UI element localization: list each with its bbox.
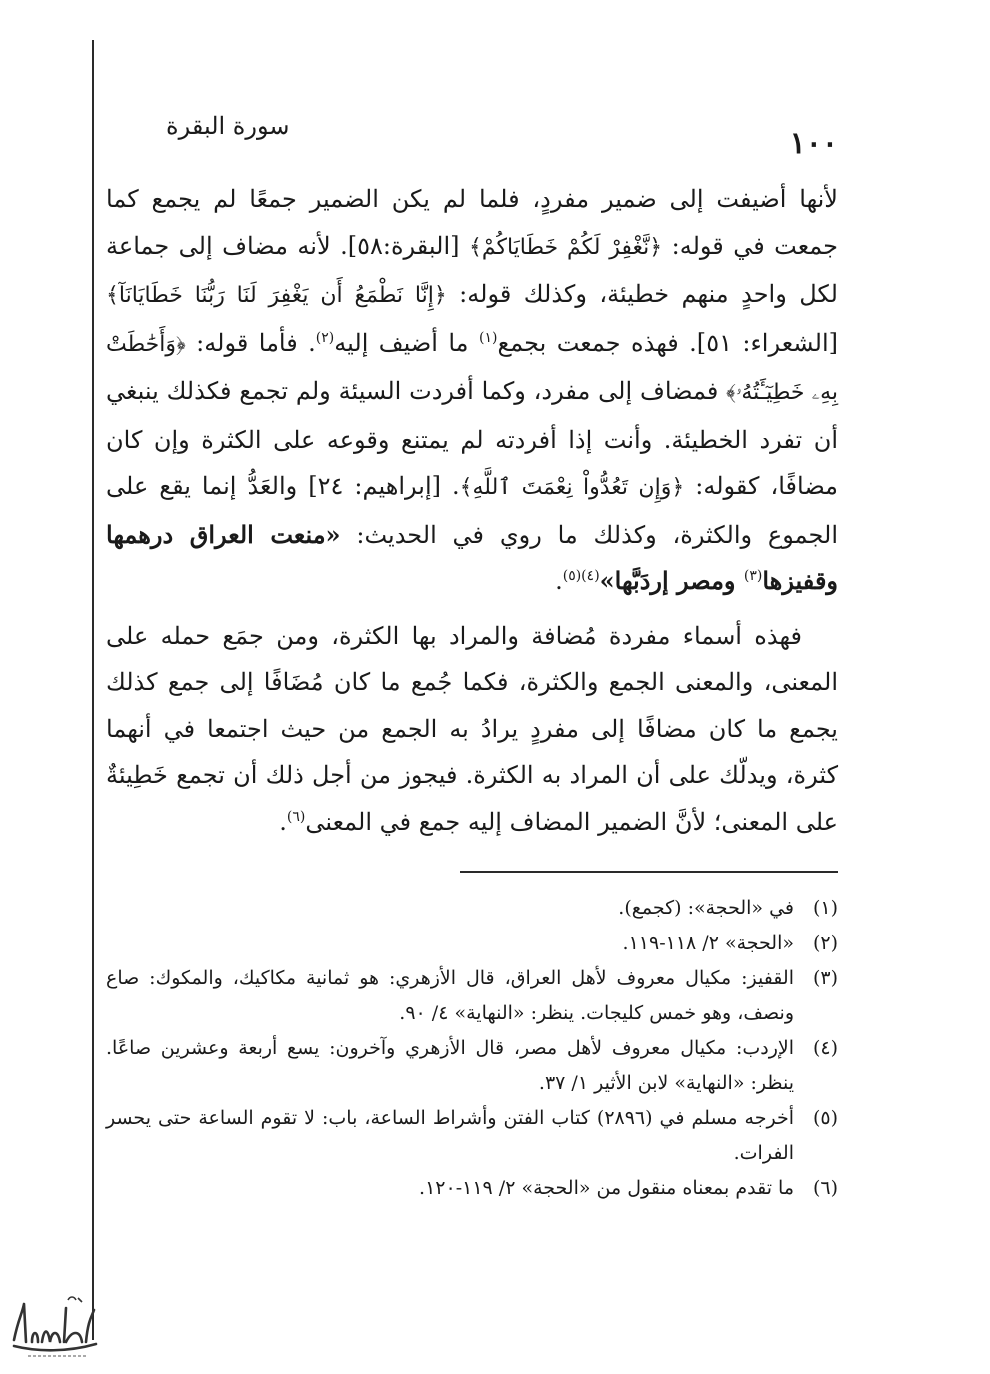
- footnote-number: (٣): [812, 967, 838, 989]
- footnote-item: [106, 891, 838, 926]
- running-title: سورة البقرة: [166, 112, 290, 140]
- main-text: [106, 176, 838, 845]
- footnote-item: [106, 961, 838, 1031]
- book-page: [106, 108, 838, 1206]
- paragraph-1: [106, 176, 838, 605]
- footnote-ref-4-5[interactable]: (٤)(٥): [562, 568, 600, 584]
- footnote-text: «الحجة» ٢/ ١١٨-١١٩.: [622, 932, 794, 954]
- text-run: فمضاف إلى مفرد، وكما أفردت السيئة ولم تجمع فكذلك ينبغي أن تفرد الخطيئة. وأنت إذا أفردته لم يمتنع وقوعه على الكثرة وإن كان مضافًا، كقوله:: [106, 377, 839, 500]
- footnote-text: ما تقدم بمعناه منقول من «الحجة» ٢/ ١١٩-١٢٠.: [419, 1177, 794, 1199]
- footnote-text: أخرجه مسلم في (٢٨٩٦) كتاب الفتن وأشراط الساعة، باب: لا تقوم الساعة حتى يحسر الفرات.: [106, 1107, 794, 1164]
- text-run: فهذه أسماء مفردة مُضافة والمراد بها الكثرة، ومن جمَع حمله على المعنى، والمعنى الجمع والكثرة، فكما جُمع ما كان مُضَافًا إلى جمع كذلك يجمع ما كان مضافًا إلى مفردٍ يرادُ به الجمع من حيث اجتمعا في أنهما كثرة، ويدلّك على أن المراد به الكثرة. فيجوز من أجل ذلك أن تجمع خَطِيئةٌ على المعنى؛ لأنَّ الضمير المضاف إليه جمع في المعنى: [106, 621, 838, 836]
- text-run: .: [555, 567, 563, 595]
- footnote-ref-6[interactable]: (٦): [286, 808, 306, 825]
- calligraphy-stamp-logo: [8, 1290, 100, 1362]
- paragraph-2: [106, 613, 838, 846]
- page-binding-line: [92, 40, 94, 1340]
- text-run: . [إبراهيم: ٢٤] والعَدُّ إنما يقع على الجموع والكثرة، وكذلك ما روي في الحديث:: [106, 472, 838, 549]
- footnote-ref-3[interactable]: (٣): [743, 568, 763, 584]
- text-run: لأنها أضيفت إلى ضمير مفردٍ، فلما لم يكن الضمير جمعًا لم يجمع كما جمعت في قوله:: [106, 185, 839, 260]
- footnote-item: [106, 1101, 838, 1171]
- footnote-text: الإردب: مكيال معروف لأهل مصر، قال الأزهري وآخرون: يسع أربعة وعشرين صاعًا. ينظر: «النهاية» لابن الأثير ١/ ٣٧.: [106, 1037, 794, 1094]
- quran-quote: ﴿وَأَحَٰطَتْ بِهِۦ خَطِيٓـَٔتُهُۥ﴾: [106, 331, 838, 405]
- footnote-item: [106, 1031, 838, 1101]
- text-run: [البقرة:٥٨]. لأنه مضاف إلى جماعة لكل واحدٍ منهم خطيئة، وكذلك قوله:: [106, 231, 838, 308]
- footnote-number: (١): [812, 897, 838, 919]
- quran-quote: ﴿إِنَّا نَطْمَعُ أَن يَغْفِرَ لَنَا رَبُّنَا خَطَايَانَآ﴾: [106, 283, 447, 308]
- text-run: [الشعراء: ٥١]. فهذه جمعت بجمع: [497, 328, 839, 357]
- text-run: . فأما قوله:: [185, 328, 316, 357]
- footnote-number: (٦): [812, 1177, 838, 1199]
- page-header: [106, 108, 838, 164]
- quran-quote: ﴿وَإِن تَعُدُّواْ نِعْمَتَ ٱللَّهِ﴾: [459, 475, 685, 500]
- hadith-quote: «منعت العراق درهمها وقفيزها: [106, 519, 838, 595]
- footnote-number: (٢): [812, 932, 838, 954]
- footnote-text: القفيز: مكيال معروف لأهل العراق، قال الأزهري: هو ثمانية مكاكيك، والمكوك: صاع ونصف، وهو خمس كليجات. ينظر: «النهاية» ٤/ ٩٠.: [106, 967, 794, 1024]
- footnote-ref-1[interactable]: (١): [479, 329, 498, 346]
- footnote-ref-2[interactable]: (٢): [315, 329, 335, 346]
- page-number: ١٠٠: [789, 126, 838, 161]
- quran-quote: ﴿نَّغْفِرْ لَكُمْ خَطَايَاكُمْ﴾: [468, 234, 663, 260]
- footnote-item: [106, 926, 838, 961]
- text-run: .: [279, 807, 287, 836]
- footnotes: [106, 891, 838, 1206]
- hadith-quote: ومصر إردَبَّها»: [599, 566, 744, 595]
- footnote-separator: [460, 871, 838, 873]
- footnote-item: [106, 1171, 838, 1206]
- footnote-number: (٥): [812, 1107, 838, 1129]
- text-run: ما أضيف إليه: [334, 328, 479, 357]
- footnote-number: (٤): [812, 1037, 838, 1059]
- footnote-text: في «الحجة»: (كجمع).: [618, 897, 794, 919]
